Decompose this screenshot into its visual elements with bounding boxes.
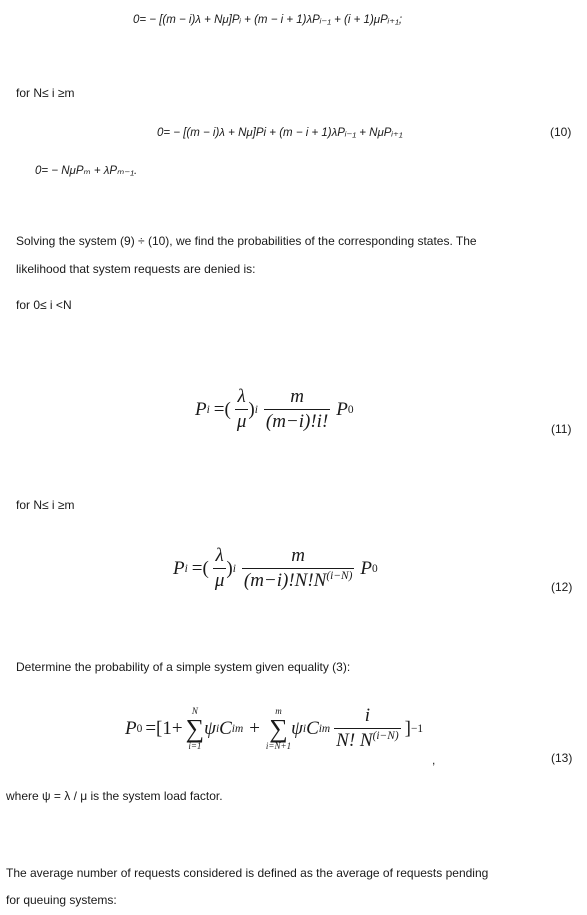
eq13-sum2-top: m	[275, 705, 282, 716]
eq11-lambda-over-mu	[235, 386, 249, 433]
eq12-den-exp: (i−N)	[326, 570, 353, 583]
eq13-sum2-bottom: i=N+1	[265, 740, 292, 751]
eq13-c1-exp: i	[231, 722, 235, 735]
equation-10: 0= − [(m − i)λ + Nμ]Pi + (m − i + 1)λPᵢ₋₁ + NμPᵢ₊₁	[157, 127, 403, 139]
eq13-close: ]	[404, 717, 411, 739]
eq13-open: =[1+	[145, 717, 183, 739]
equation-10-number: (10)	[550, 125, 572, 139]
eq13-zero-sub: 0	[136, 722, 143, 735]
eq13-psi-1: ψ	[204, 717, 216, 739]
eq12-p: P	[173, 557, 185, 579]
eq13-psi-2: ψ	[291, 717, 303, 739]
eq13-frac-num: i	[364, 705, 371, 726]
eq11-zero-sub: 0	[347, 403, 354, 416]
equation-balance-top: 0= − [(m − i)λ + Nμ]Pᵢ + (m − i + 1)λPᵢ₋₁ + (i + 1)μPᵢ₊₁;	[133, 14, 403, 26]
eq11-i-sub: i	[206, 403, 210, 416]
equation-12-number: (12)	[551, 580, 573, 594]
eq12-m: m	[291, 545, 305, 566]
eq13-c1-sub: m	[234, 722, 244, 735]
eq13-c2-sub: m	[321, 722, 331, 735]
equation-10b: 0= − NμPₘ + λPₘ₋₁.	[35, 165, 138, 177]
condition-0-le-i-lt-n: for 0≤ i <N	[16, 298, 72, 312]
eq11-denominator: (m−i)!i!	[265, 411, 329, 432]
eq12-m-fraction	[242, 545, 355, 592]
eq12-i-exp: i	[232, 562, 236, 575]
eq13-c-1: C	[219, 717, 232, 739]
eq13-psi2-exp: i	[302, 722, 307, 735]
eq12-p0: P	[360, 557, 373, 579]
eq11-i-exp: i	[254, 403, 258, 416]
equation-12: P i =( $\frac{\lambda}{\mu}$ ) i $\frac{m}{(m-i)!N!N^{(i-N)}}$ P 0	[173, 545, 378, 591]
eq12-i-sub: i	[184, 562, 188, 575]
paragraph-average-line-1: The average number of requests considered is defined as the average of requests pending	[6, 866, 489, 880]
eq11-p: P	[195, 398, 207, 420]
eq13-power: −1	[410, 722, 424, 735]
condition-n-le-i-ge-m-2: for N≤ i ≥m	[16, 498, 75, 512]
paragraph-solving-line-1: Solving the system (9) ÷ (10), we find the probabilities of the corresponding states. The	[16, 234, 477, 248]
eq13-c-2: C	[306, 717, 319, 739]
eq13-sum-2: m ∑ i=N+1	[265, 705, 292, 751]
paragraph-solving-line-2: likelihood that system requests are denied is:	[16, 262, 256, 276]
eq13-plus: +	[249, 717, 260, 739]
eq13-p: P	[125, 717, 137, 739]
eq11-m: m	[290, 386, 304, 407]
paragraph-load-factor: where ψ = λ / μ is the system load factor.	[6, 789, 223, 803]
eq13-comma: ,	[432, 753, 436, 767]
eq13-sum-1: N ∑ i=1	[185, 705, 205, 751]
eq13-psi1-exp: i	[215, 722, 220, 735]
eq12-den-text: (m−i)!N!N	[243, 570, 327, 591]
eq11-p0: P	[336, 398, 348, 420]
eq11-lambda: λ	[237, 386, 246, 407]
equation-11: P i =( $\frac{\lambda}{\mu}$ ) i $\frac{m}{(m-i)!i!}$ P 0	[195, 386, 354, 432]
condition-n-le-i-ge-m: for N≤ i ≥m	[16, 86, 75, 100]
eq13-sum1-top: N	[191, 705, 198, 716]
eq13-fraction	[334, 705, 400, 752]
paragraph-determine: Determine the probability of a simple system given equality (3):	[16, 660, 351, 674]
eq12-zero-sub: 0	[372, 562, 378, 575]
eq12-lambda: λ	[215, 545, 224, 566]
equation-13	[125, 705, 423, 752]
eq13-sum1-bottom: i=1	[188, 740, 202, 751]
eq12-denominator	[242, 568, 355, 592]
paragraph-average-line-2: for queuing systems:	[6, 893, 117, 907]
eq11-m-fraction	[264, 386, 330, 433]
eq12-lambda-over-mu	[213, 545, 227, 592]
eq13-frac-den: N! N	[336, 730, 373, 751]
equation-13-number: (13)	[551, 751, 573, 765]
equation-11-number: (11)	[551, 422, 572, 436]
eq13-frac-exp: (i−N)	[372, 730, 399, 743]
eq12-mu: μ	[214, 570, 225, 591]
eq13-c2-exp: i	[318, 722, 322, 735]
eq11-mu: μ	[236, 411, 247, 432]
